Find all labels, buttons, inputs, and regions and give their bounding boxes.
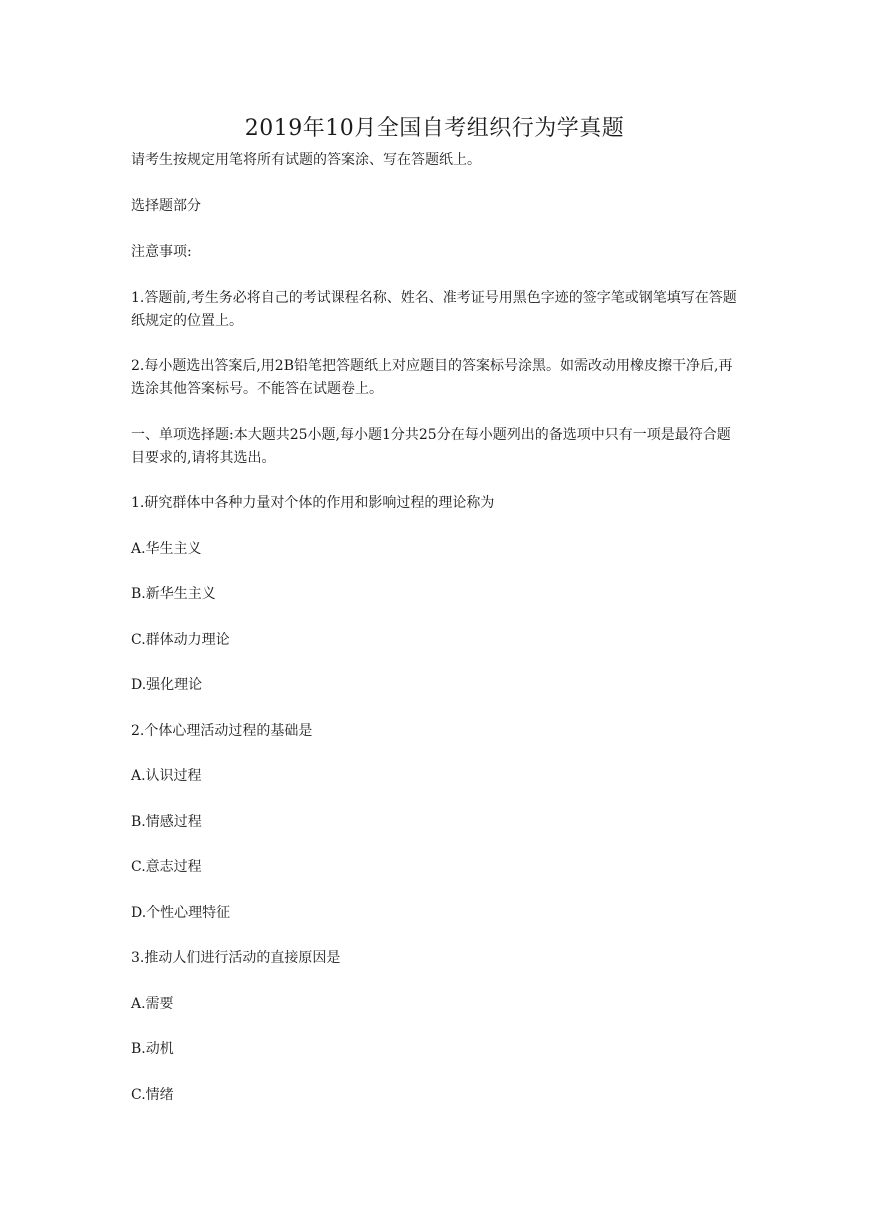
document-title: 2019年10月全国自考组织行为学真题 — [244, 116, 625, 141]
question-2-option-c: C.意志过程 — [131, 859, 202, 875]
question-3-option-a: A.需要 — [131, 996, 174, 1012]
section-heading: 选择题部分 — [131, 198, 201, 214]
question-2-option-a: A.认识过程 — [131, 768, 202, 784]
question-2-option-b: B.情感过程 — [131, 814, 202, 830]
question-3-option-b: B.动机 — [131, 1041, 174, 1057]
question-1-option-b: B.新华生主义 — [131, 586, 216, 602]
notes-heading: 注意事项: — [131, 244, 192, 260]
note-1: 1.答题前,考生务必将自己的考试课程名称、姓名、准考证号用黑色字迹的签字笔或钢笔填写在答题纸规定的位置上。 — [131, 290, 737, 329]
intro-instruction: 请考生按规定用笔将所有试题的答案涂、写在答题纸上。 — [131, 152, 481, 168]
question-2-stem: 2.个体心理活动过程的基础是 — [131, 723, 313, 739]
question-1-option-d: D.强化理论 — [131, 677, 203, 693]
part1-heading: 一、单项选择题:本大题共25小题,每小题1分共25分在每小题列出的备选项中只有一项是最符合题目要求的,请将其选出。 — [131, 427, 731, 466]
question-3-option-c: C.情绪 — [131, 1087, 174, 1103]
note-2: 2.每小题选出答案后,用2B铅笔把答题纸上对应题目的答案标号涂黑。如需改动用橡皮擦干净后,再选涂其他答案标号。不能答在试题卷上。 — [131, 358, 733, 397]
question-1-stem: 1.研究群体中各种力量对个体的作用和影响过程的理论称为 — [131, 495, 495, 511]
question-3-stem: 3.推动人们进行活动的直接原因是 — [131, 950, 341, 966]
question-1-option-a: A.华生主义 — [131, 541, 202, 557]
question-2-option-d: D.个性心理特征 — [131, 905, 231, 921]
question-1-option-c: C.群体动力理论 — [131, 632, 230, 648]
